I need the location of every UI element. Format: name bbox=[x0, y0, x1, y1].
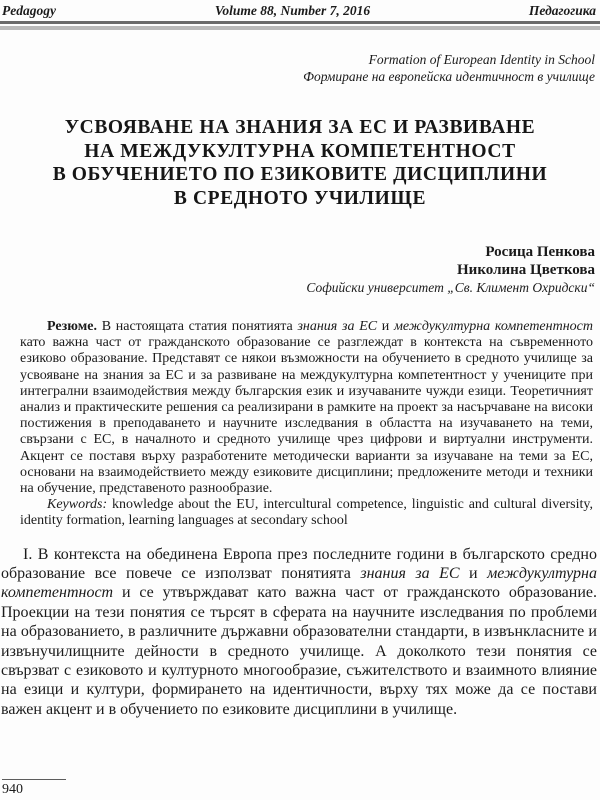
subtitle-bg: Формиране на европейска идентичност в училище bbox=[303, 68, 595, 84]
abstract-segment-3: като важна част от гражданското образование се разглеждат в контекста на съвременното езиково образование. Представят се някои възможности на обучението в средното училище за усвояване на знания за ЕС и за развиване на междукултурна компетентност у учениците при интегрални взаимодействия между българския език и изучаваните чужди езици. Теоретичният анализ и практическите решения са реализирани в рамките на проект за насърчаване на високи постижения в преподаването и научните изследвания в областта на изучаването на теми, свързани с ЕС, в началното и средното училище чрез цифрови и виртуални инструменти. Акцент се поставя върху разработените методически варианти за изучаване на теми за ЕС, основани на взаимодействието между езиковите дисциплини; предложените методи и техники на обучение, представеното разнообразие. bbox=[20, 335, 593, 497]
running-subtitle bbox=[0, 52, 600, 85]
body-term-2: междукултурна компетентност bbox=[1, 565, 597, 602]
article-title bbox=[0, 116, 600, 210]
abstract-paragraph bbox=[20, 319, 593, 497]
page-footer bbox=[2, 779, 66, 797]
title-line-1: УСВОЯВАНЕ НА ЗНАНИЯ ЗА ЕС И РАЗВИВАНЕ bbox=[64, 117, 536, 138]
abstract-segment-2: и bbox=[377, 319, 394, 334]
keywords-paragraph bbox=[20, 497, 593, 529]
page-number: 940 bbox=[2, 782, 23, 797]
body-segment-1: I. В контекста на обединена Европа през последните години в българското средно образование все повече се използват понятията bbox=[1, 545, 597, 583]
abstract-section bbox=[20, 319, 593, 530]
title-line-3: В ОБУЧЕНИЕТО ПО ЕЗИКОВИТЕ ДИСЦИПЛИНИ bbox=[52, 164, 548, 185]
journal-title-bg: Педагогика bbox=[528, 3, 596, 18]
volume-info: Volume 88, Number 7, 2016 bbox=[214, 3, 371, 18]
resume-label: Резюме. bbox=[47, 319, 97, 334]
keywords-label: Keywords: bbox=[47, 497, 108, 513]
abstract-segment-1: В настоящата статия понятията bbox=[96, 319, 298, 334]
header-rule bbox=[0, 21, 600, 26]
body-segment-3: и се утвърждават като важна част от гражданското образование. Проекции на тези понятия се търсят в сферата на научните изследвания по проблеми на образованието, в различните държавни образователни стандарти, в извънкласните и извънучилищните дейности в средното училище. А доколкото тези понятия се свързват с езиковото и културното многообразие, съжителството и взаимното влияние на езици и култури, формирането на идентичности, върху тях може да се постави важен акцент и в обучението по езиковите дисциплини в училище. bbox=[1, 584, 597, 718]
running-head bbox=[0, 0, 600, 19]
keywords-text: knowledge about the EU, intercultural competence, linguistic and cultural diversity, identity formation, learning languages at secondary school bbox=[20, 497, 593, 529]
journal-title-en: Pedagogy bbox=[2, 3, 56, 18]
footer-rule bbox=[2, 779, 66, 780]
author-name-1: Росица Пенкова bbox=[485, 244, 595, 260]
subtitle-en: Formation of European Identity in School bbox=[368, 52, 595, 67]
title-line-4: В СРЕДНОТО УЧИЛИЩЕ bbox=[173, 187, 427, 209]
body-segment-2: и bbox=[459, 565, 488, 583]
author-name-2: Николина Цветкова bbox=[457, 261, 595, 278]
abstract-term-1: знания за ЕС bbox=[297, 319, 378, 334]
body-term-1: знания за ЕС bbox=[360, 565, 460, 583]
article-body bbox=[1, 545, 597, 720]
abstract-term-2: междукултурна компетентност bbox=[394, 319, 593, 334]
author-affiliation: Софийски университет „Св. Климент Охридски“ bbox=[306, 280, 595, 295]
title-line-2: НА МЕЖДУКУЛТУРНА КОМПЕТЕНТНОСТ bbox=[84, 140, 516, 162]
body-paragraph bbox=[1, 545, 597, 720]
authors-block bbox=[0, 244, 600, 296]
